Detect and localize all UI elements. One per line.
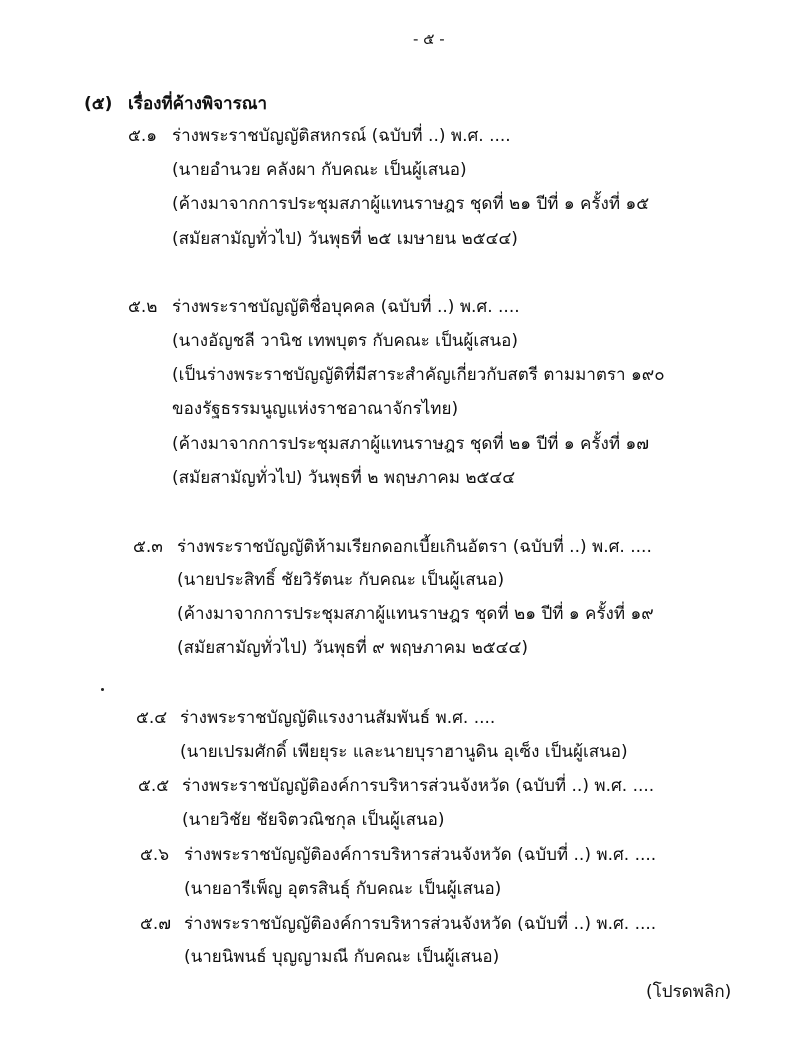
- item-line: (ค้างมาจากการประชุมสภาผู้แทนราษฎร ชุดที่ ๒๑ ปีที่ ๑ ครั้งที่ ๑๗: [172, 434, 650, 454]
- item-line: (นายอารีเพ็ญ อุตรสินธุ์ กับคณะ เป็นผู้เสนอ): [184, 879, 502, 899]
- item-title: ร่างพระราชบัญญัติองค์การบริหารส่วนจังหวัด (ฉบับที่ ..) พ.ศ. ....: [184, 845, 657, 865]
- section-number: (๕): [84, 94, 113, 114]
- item-title-row: [128, 296, 520, 318]
- item-line: (เป็นร่างพระราชบัญญัติที่มีสาระสำคัญเกี่ยวกับสตรี ตามมาตรา ๑๙๐: [172, 365, 665, 385]
- item-line: (นายอำนวย คลังผา กับคณะ เป็นผู้เสนอ): [172, 160, 467, 180]
- item-line: (นายประสิทธิ์ ชัยวิรัตนะ กับคณะ เป็นผู้เสนอ): [177, 570, 505, 590]
- item-line: (ค้างมาจากการประชุมสภาผู้แทนราษฎร ชุดที่ ๒๑ ปีที่ ๑ ครั้งที่ ๑๙: [177, 604, 654, 624]
- item-title: ร่างพระราชบัญญัติชื่อบุคคล (ฉบับที่ ..) พ.ศ. ....: [172, 297, 520, 317]
- item-number: ๕.๒: [128, 297, 158, 317]
- item-title-row: [136, 707, 495, 729]
- page-number: - ๕ -: [413, 30, 445, 48]
- item-title-row: [128, 125, 511, 147]
- item-number: ๕.๔: [136, 708, 168, 728]
- item-line: (สมัยสามัญทั่วไป) วันพุธที่ ๒๕ เมษายน ๒๕๔๔): [172, 229, 518, 249]
- item-line: (นายเปรมศักดิ์ เพียยุระ และนายบุราฮานูดิน อุเซ็ง เป็นผู้เสนอ): [180, 742, 628, 762]
- item-title: ร่างพระราชบัญญัติองค์การบริหารส่วนจังหวัด (ฉบับที่ ..) พ.ศ. ....: [184, 914, 657, 934]
- item-title: ร่างพระราชบัญญัติแรงงานสัมพันธ์ พ.ศ. ....: [180, 708, 496, 728]
- item-number: ๕.๕: [138, 776, 170, 796]
- item-line: (นายนิพนธ์ บุญญามณี กับคณะ เป็นผู้เสนอ): [184, 947, 500, 967]
- item-line: (นางอัญชลี วานิช เทพบุตร กับคณะ เป็นผู้เสนอ): [172, 331, 518, 351]
- item-number: ๕.๗: [140, 914, 172, 934]
- item-title: ร่างพระราชบัญญัติห้ามเรียกดอกเบี้ยเกินอัตรา (ฉบับที่ ..) พ.ศ. ....: [177, 537, 652, 557]
- item-line: (สมัยสามัญทั่วไป) วันพุธที่ ๙ พฤษภาคม ๒๕๔๔): [177, 638, 529, 658]
- item-title: ร่างพระราชบัญญัติสหกรณ์ (ฉบับที่ ..) พ.ศ. ....: [172, 126, 511, 146]
- item-line: (ค้างมาจากการประชุมสภาผู้แทนราษฎร ชุดที่ ๒๑ ปีที่ ๑ ครั้งที่ ๑๕: [172, 194, 650, 214]
- item-line: (สมัยสามัญทั่วไป) วันพุธที่ ๒ พฤษภาคม ๒๕๔๔: [172, 468, 516, 488]
- item-number: ๕.๓: [133, 537, 163, 557]
- item-number: ๕.๑: [128, 126, 158, 146]
- footer-note: (โปรดพลิก): [646, 982, 732, 1002]
- item-title-row: [138, 775, 654, 797]
- item-title: ร่างพระราชบัญญัติองค์การบริหารส่วนจังหวัด (ฉบับที่ ..) พ.ศ. ....: [182, 776, 655, 796]
- item-number: ๕.๖: [140, 845, 170, 865]
- item-title-row: [133, 536, 652, 558]
- item-line: (นายวิชัย ชัยจิตวณิชกุล เป็นผู้เสนอ): [182, 810, 445, 830]
- item-title-row: [140, 844, 656, 866]
- section-heading: [84, 93, 267, 115]
- section-title: เรื่องที่ค้างพิจารณา: [128, 94, 268, 114]
- stray-mark: [101, 688, 104, 691]
- item-line: ของรัฐธรรมนูญแห่งราชอาณาจักรไทย): [172, 399, 459, 419]
- item-title-row: [140, 913, 656, 935]
